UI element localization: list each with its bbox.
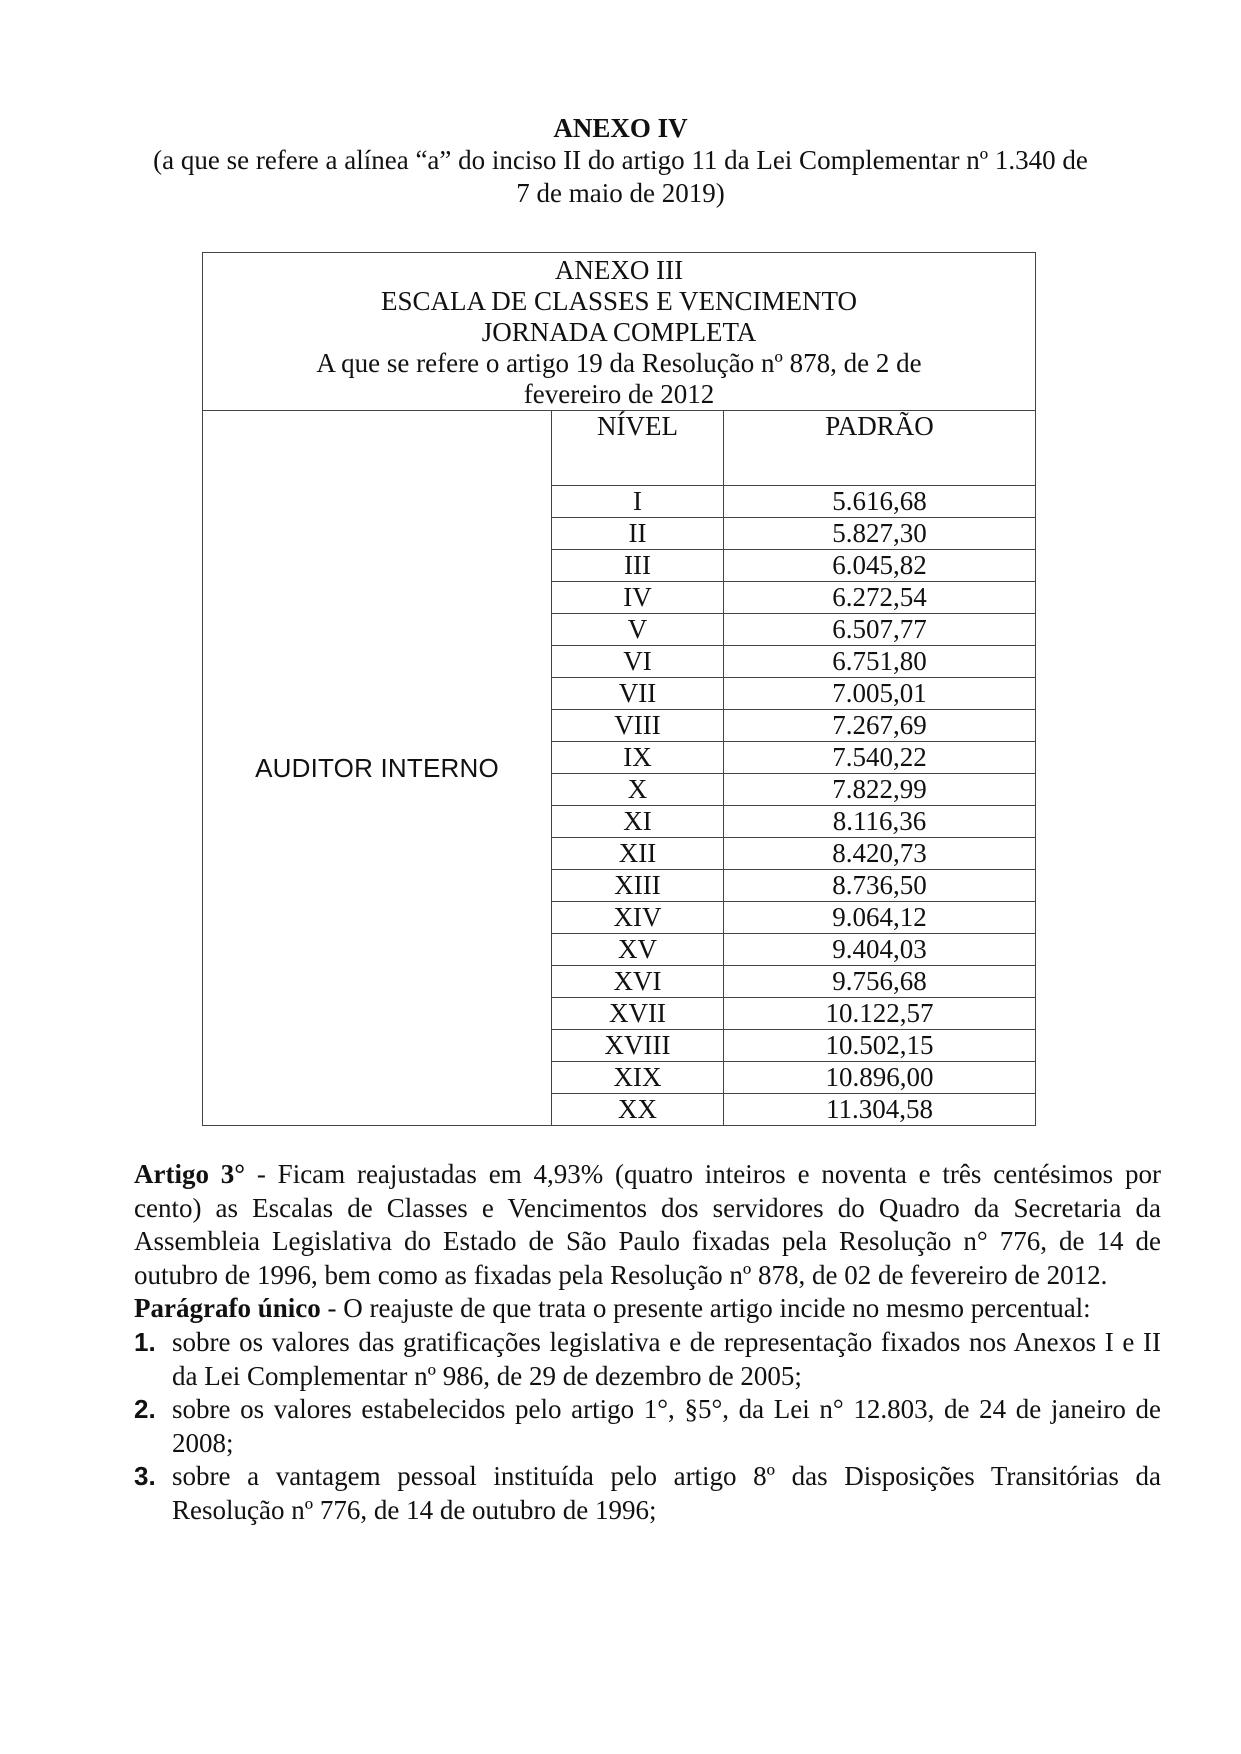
- nivel-cell: VI: [552, 646, 724, 678]
- nivel-cell: XVII: [552, 998, 724, 1030]
- padrao-cell: 5.827,30: [724, 518, 1036, 550]
- body-text: [134, 1158, 1161, 1528]
- annex-title: ANEXO IV: [553, 113, 688, 143]
- item-text: sobre os valores das gratificações legislativa e de representação fixados nos Anexos I e II da Lei Complementar nº 986, de 29 de dezembro de 2005;: [172, 1326, 1161, 1391]
- padrao-cell: 11.304,58: [724, 1094, 1036, 1126]
- padrao-cell: 7.822,99: [724, 774, 1036, 806]
- padrao-cell: 6.272,54: [724, 582, 1036, 614]
- padrao-cell: 7.005,01: [724, 678, 1036, 710]
- nivel-cell: XII: [552, 838, 724, 870]
- nivel-cell: XX: [552, 1094, 724, 1126]
- article-text: - Ficam reajustadas em 4,93% (quatro inteiros e noventa e três centésimos por cento) as Escalas de Classes e Vencimentos dos servidores do Quadro da Secretaria da Assembleia Legislativa do Estado de São Paulo fixadas pela Resolução n° 776, de 14 de outubro de 1996, bem como as fixadas pela Resolução nº 878, de 02 de fevereiro de 2012.: [134, 1159, 1161, 1290]
- nivel-cell: I: [552, 486, 724, 518]
- nivel-cell: XIV: [552, 902, 724, 934]
- padrao-cell: 9.064,12: [724, 902, 1036, 934]
- nivel-cell: XVI: [552, 966, 724, 998]
- paragraph-text: - O reajuste de que trata o presente artigo incide no mesmo percentual:: [320, 1293, 1091, 1324]
- nivel-cell: V: [552, 614, 724, 646]
- column-header-nivel: NÍVEL: [552, 411, 724, 486]
- item-text: sobre os valores estabelecidos pelo artigo 1°, §5°, da Lei n° 12.803, de 24 de janeiro de 2008;: [172, 1394, 1161, 1458]
- nivel-cell: III: [552, 550, 724, 582]
- table-heading-line: ESCALA DE CLASSES E VENCIMENTO: [380, 286, 858, 316]
- nivel-cell: XIX: [552, 1062, 724, 1094]
- list-item: [134, 1393, 1161, 1460]
- list-item: [134, 1326, 1161, 1393]
- item-list: [134, 1326, 1161, 1528]
- sole-paragraph: [134, 1292, 1161, 1326]
- padrao-cell: 5.616,68: [724, 486, 1036, 518]
- nivel-cell: II: [552, 518, 724, 550]
- padrao-cell: 7.267,69: [724, 710, 1036, 742]
- nivel-cell: XI: [552, 806, 724, 838]
- padrao-cell: 8.420,73: [724, 838, 1036, 870]
- nivel-cell: X: [552, 774, 724, 806]
- padrao-cell: 6.045,82: [724, 550, 1036, 582]
- page-header: [0, 112, 1241, 210]
- list-item: [134, 1460, 1161, 1527]
- article-3: [134, 1158, 1161, 1292]
- class-name-cell: AUDITOR INTERNO: [203, 411, 552, 1126]
- item-number: 3.: [134, 1461, 156, 1492]
- column-header-padrao: PADRÃO: [724, 411, 1036, 486]
- item-text: sobre a vantagem pessoal instituída pelo artigo 8º das Disposições Transitórias da Resolução nº 776, de 14 de outubro de 1996;: [172, 1461, 1161, 1525]
- padrao-cell: 7.540,22: [724, 742, 1036, 774]
- padrao-cell: 8.736,50: [724, 870, 1036, 902]
- table-heading: [203, 253, 1036, 411]
- item-number: 2.: [134, 1394, 156, 1425]
- paragraph-label: Parágrafo único: [134, 1293, 321, 1324]
- padrao-cell: 6.751,80: [724, 646, 1036, 678]
- nivel-cell: IX: [552, 742, 724, 774]
- nivel-cell: XIII: [552, 870, 724, 902]
- annex-reference-line-1: (a que se refere a alínea “a” do inciso II do artigo 11 da Lei Complementar nº 1.340 de: [153, 145, 1088, 175]
- table-heading-line: JORNADA COMPLETA: [481, 317, 757, 347]
- table-heading-line: A que se refere o artigo 19 da Resolução nº 878, de 2 de: [316, 348, 922, 378]
- padrao-cell: 9.404,03: [724, 934, 1036, 966]
- padrao-cell: 10.122,57: [724, 998, 1036, 1030]
- article-label: Artigo 3°: [134, 1159, 246, 1189]
- nivel-cell: XVIII: [552, 1030, 724, 1062]
- padrao-cell: 8.116,36: [724, 806, 1036, 838]
- table-heading-line: fevereiro de 2012: [523, 379, 715, 409]
- nivel-cell: XV: [552, 934, 724, 966]
- nivel-cell: VIII: [552, 710, 724, 742]
- table-heading-line: ANEXO III: [554, 255, 684, 285]
- nivel-cell: IV: [552, 582, 724, 614]
- salary-scale-table: [202, 252, 1036, 1126]
- item-number: 1.: [134, 1326, 156, 1357]
- padrao-cell: 10.896,00: [724, 1062, 1036, 1094]
- padrao-cell: 6.507,77: [724, 614, 1036, 646]
- padrao-cell: 9.756,68: [724, 966, 1036, 998]
- annex-reference-line-2: 7 de maio de 2019): [516, 178, 725, 208]
- padrao-cell: 10.502,15: [724, 1030, 1036, 1062]
- nivel-cell: VII: [552, 678, 724, 710]
